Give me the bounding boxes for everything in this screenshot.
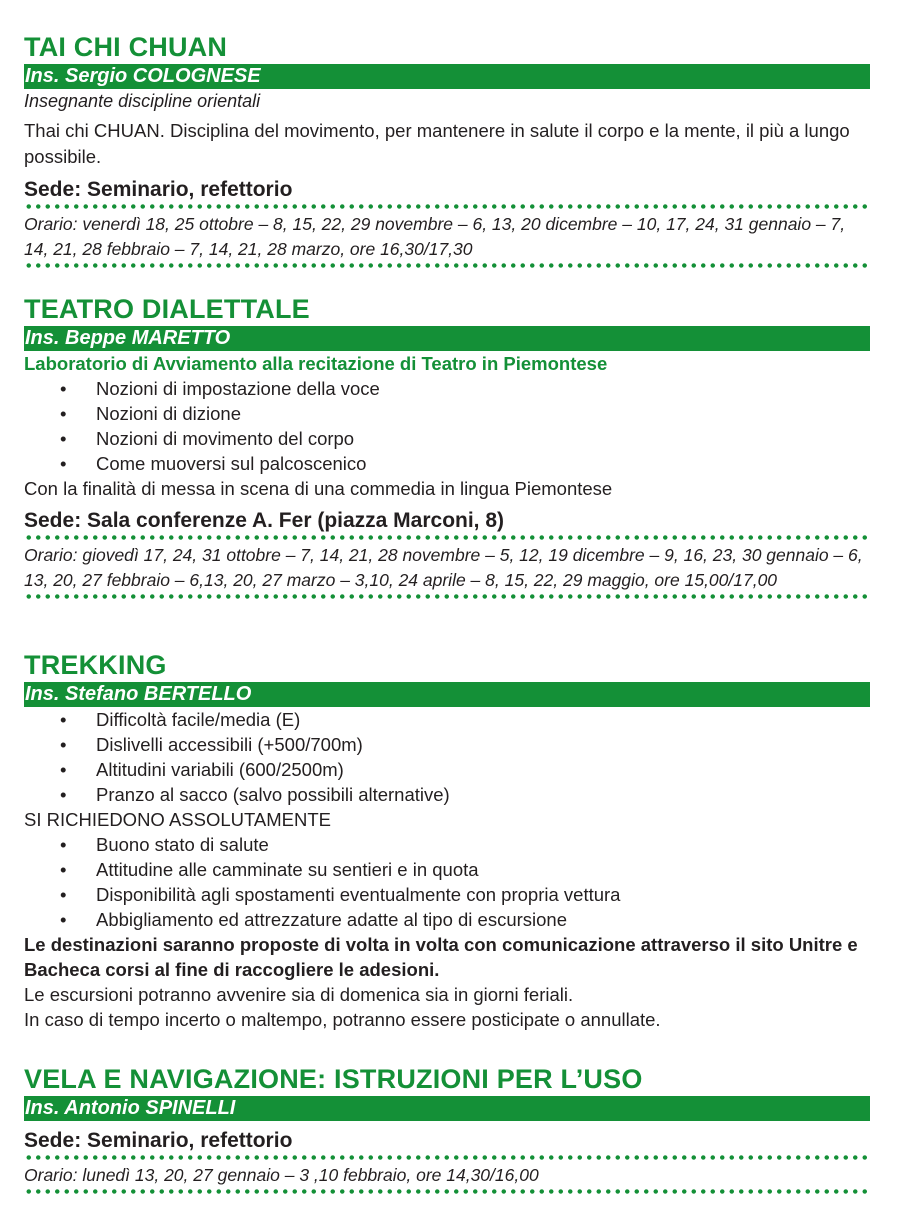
list-item: • Difficoltà facile/media (E) xyxy=(60,707,870,732)
teacher-bar: Ins. Sergio COLOGNESE xyxy=(24,64,870,89)
list-item: • Come muoversi sul palcoscenico xyxy=(60,451,870,476)
list-item: • Attitudine alle camminate su sentieri e in quota xyxy=(60,857,870,882)
course-tai-chi-chuan xyxy=(24,32,870,268)
course-title: TAI CHI CHUAN xyxy=(24,32,228,62)
course-vela-navigazione xyxy=(24,1064,870,1194)
teacher-bar: Ins. Stefano BERTELLO xyxy=(24,682,870,707)
topic-list xyxy=(24,376,870,476)
course-note: Con la finalità di messa in scena di una commedia in lingua Piemontese xyxy=(24,478,613,499)
requirements-label: SI RICHIEDONO ASSOLUTAMENTE xyxy=(24,809,332,830)
teacher-bar: Ins. Beppe MARETTO xyxy=(24,326,870,351)
list-item: • Nozioni di impostazione della voce xyxy=(60,376,870,401)
list-item: • Abbigliamento ed attrezzature adatte al tipo di escursione xyxy=(60,907,870,932)
list-item: • Disponibilità agli spostamenti eventualmente con propria vettura xyxy=(60,882,870,907)
course-title: TEATRO DIALETTALE xyxy=(24,294,310,324)
list-item: • Nozioni di movimento del corpo xyxy=(60,426,870,451)
dotted-divider xyxy=(24,1189,870,1194)
feature-list xyxy=(24,707,870,807)
course-title: TREKKING xyxy=(24,650,167,680)
course-schedule: Orario: venerdì 18, 25 ottobre – 8, 15, 22, 29 novembre – 6, 13, 20 dicembre – 10, 17, 24, 31 gennaio – 7, 14, 21, 28 febbraio – 7, 14, 21, 28 marzo, ore 16,30/17,30 xyxy=(24,214,846,259)
dotted-divider xyxy=(24,263,870,268)
excursion-days-note: Le escursioni potranno avvenire sia di domenica sia in giorni feriali. xyxy=(24,984,574,1005)
course-title: VELA E NAVIGAZIONE: ISTRUZIONI PER L’USO xyxy=(24,1064,643,1094)
list-item: • Nozioni di dizione xyxy=(60,401,870,426)
course-subtitle: Laboratorio di Avviamento alla recitazione di Teatro in Piemontese xyxy=(24,353,608,374)
list-item: • Pranzo al sacco (salvo possibili alternative) xyxy=(60,782,870,807)
teacher-role: Insegnante discipline orientali xyxy=(24,91,261,111)
list-item: • Altitudini variabili (600/2500m) xyxy=(60,757,870,782)
dotted-divider xyxy=(24,594,870,599)
course-location: Sede: Seminario, refettorio xyxy=(24,178,293,201)
course-schedule: Orario: lunedì 13, 20, 27 gennaio – 3 ,10 febbraio, ore 14,30/16,00 xyxy=(24,1165,539,1185)
course-location: Sede: Seminario, refettorio xyxy=(24,1129,293,1152)
list-item: • Dislivelli accessibili (+500/700m) xyxy=(60,732,870,757)
weather-note: In caso di tempo incerto o maltempo, potranno essere posticipate o annullate. xyxy=(24,1009,661,1030)
destinations-note: Le destinazioni saranno proposte di volta in volta con comunicazione attraverso il sito Unitre e Bacheca corsi al fine di raccogliere le adesioni. xyxy=(24,934,858,980)
course-schedule: Orario: giovedì 17, 24, 31 ottobre – 7, 14, 21, 28 novembre – 5, 12, 19 dicembre – 9, 16, 23, 30 gennaio – 6, 13, 20, 27 febbraio – 6,13, 20, 27 marzo – 3,10, 24 aprile – 8, 15, 22, 29 maggio, ore 15,00/17,00 xyxy=(24,545,863,590)
course-teatro-dialettale xyxy=(24,294,870,599)
list-item: • Buono stato di salute xyxy=(60,832,870,857)
course-description: Thai chi CHUAN. Disciplina del movimento, per mantenere in salute il corpo e la mente, il più a lungo possibile. xyxy=(24,120,850,167)
course-location: Sede: Sala conferenze A. Fer (piazza Marconi, 8) xyxy=(24,509,505,532)
course-trekking xyxy=(24,650,870,1032)
requirements-list xyxy=(24,832,870,932)
teacher-bar: Ins. Antonio SPINELLI xyxy=(24,1096,870,1121)
